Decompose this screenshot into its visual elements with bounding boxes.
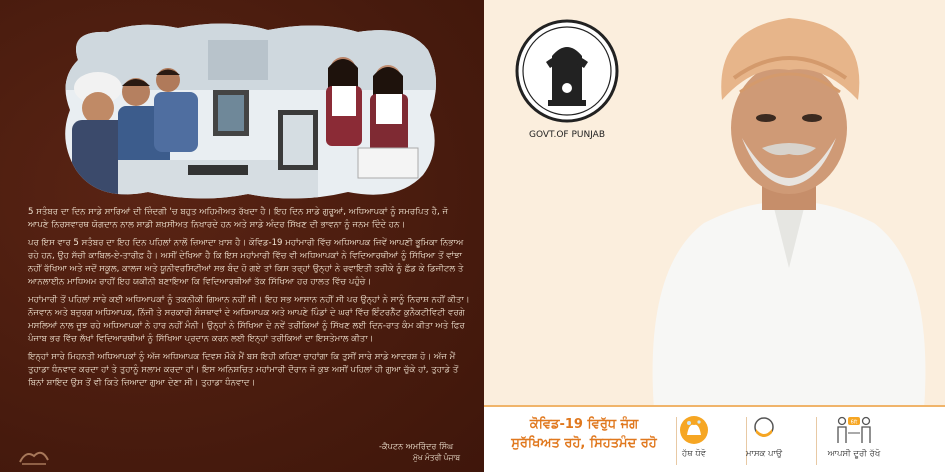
signature-role: ਮੁੱਖ ਮੰਤਰੀ ਪੰਜਾਬ: [413, 453, 460, 462]
hand-wash-icon: [679, 415, 709, 445]
social-distance-icon: [834, 415, 874, 445]
portrait-panel: [484, 0, 945, 472]
tip-label-hand-wash: ਹੱਥ ਧੋਵੋ: [682, 449, 706, 459]
message-text: [28, 206, 470, 395]
banner-title-line1: ਕੋਵਿਡ-19 ਵਿਰੁੱਧ ਜੰਗ: [529, 417, 639, 432]
message-paragraph-3: ਮਹਾਂਮਾਰੀ ਤੋਂ ਪਹਿਲਾਂ ਸਾਰੇ ਕਈ ਅਧਿਆਪਕਾਂ ਨੂੰ ਤਕਨੀਕੀ ਗਿਆਨ ਨਹੀਂ ਸੀ। ਇਹ ਸਭ ਆਸਾਨ ਨਹੀਂ ਸੀ ਪਰ ਉਨ੍ਹਾਂ ਨੇ ਸਾਨੂੰ ਨਿਰਾਸ਼ ਨਹੀਂ ਕੀਤਾ। ਨੌਜਵਾਨ ਅਤੇ ਬਜ਼ੁਰਗ ਅਧਿਆਪਕ, ਨਿੱਜੀ ਤੇ ਸਰਕਾਰੀ ਸੰਸਥਾਵਾਂ ਦੇ ਅਧਿਆਪਕ ਅਤੇ ਆਪਣੇ ਪਿੰਡਾਂ ਦੇ ਘਰਾਂ ਵਿੱਚ ਇੰਟਰਨੈੱਟ ਕੁਨੈਕਟੀਵਿਟੀ ਵਰਗੇ ਮਸਲਿਆਂ ਨਾਲ ਜੂਝ ਰਹੇ ਅਧਿਆਪਕਾਂ ਨੇ ਹਾਰ ਨਹੀਂ ਮੰਨੀ। ਉਨ੍ਹਾਂ ਨੇ ਸਿੱਖਿਆ ਦੇ ਨਵੇਂ ਤਰੀਕਿਆਂ ਨੂੰ ਸਿੱਖਣ ਲਈ ਦਿਨ-ਰਾਤ ਕੰਮ ਕੀਤਾ ਅਤੇ ਫਿਰ ਪੰਜਾਬ ਭਰ ਵਿੱਚ ਲੱਖਾਂ ਵਿਦਿਆਰਥੀਆਂ ਨੂੰ ਸਿੱਖਿਆ ਪ੍ਰਦਾਨ ਕਰਨ ਲਈ ਇਨ੍ਹਾਂ ਤਰੀਕਿਆਂ ਦਾ ਇਸਤੇਮਾਲ ਕੀਤਾ।: [28, 295, 470, 344]
chief-minister-portrait: [644, 8, 934, 410]
covid-banner: [484, 405, 945, 472]
message-paragraph-4: ਇਨ੍ਹਾਂ ਸਾਰੇ ਮਿਹਨਤੀ ਅਧਿਆਪਕਾਂ ਨੂੰ ਅੱਜ ਅਧਿਆਪਕ ਦਿਵਸ ਮੌਕੇ ਮੈਂ ਬਸ ਇਹੀ ਕਹਿਣਾ ਚਾਹਾਂਗਾ ਕਿ ਤੁਸੀਂ ਸਾਰੇ ਸਾਡੇ ਆਦਰਸ਼ ਹੋ। ਅੱਜ ਮੈਂ ਤੁਹਾਡਾ ਧੰਨਵਾਦ ਕਰਦਾ ਹਾਂ ਤੇ ਤੁਹਾਨੂੰ ਸਲਾਮ ਕਰਦਾ ਹਾਂ। ਇਸ ਅਨਿਸ਼ਚਿਤ ਮਹਾਂਮਾਰੀ ਦੌਰਾਨ ਜੋ ਕੁਝ ਅਸੀਂ ਪਹਿਲਾਂ ਹੀ ਗੁਆ ਚੁੱਕੇ ਹਾਂ, ਤੁਹਾਡੇ ਤੋਂ ਬਿਨਾਂ ਸ਼ਾਇਦ ਉਸ ਤੋਂ ਵੀ ਕਿਤੇ ਜ਼ਿਆਦਾ ਗੁਆ ਦੇਣਾ ਸੀ। ਤੁਹਾਡਾ ਧੰਨਵਾਦ।: [28, 352, 459, 388]
emblem-text: GOVT.OF PUNJAB: [528, 130, 606, 140]
decorative-logo-icon: [18, 446, 50, 466]
message-paragraph-2: ਪਰ ਇਸ ਵਾਰ 5 ਸਤੰਬਰ ਦਾ ਇਹ ਦਿਨ ਪਹਿਲਾਂ ਨਾਲੋਂ ਜ਼ਿਆਦਾ ਖ਼ਾਸ ਹੈ। ਕੋਵਿਡ-19 ਮਹਾਂਮਾਰੀ ਵਿੱਚ ਅਧਿਆਪਕ ਜਿਵੇਂ ਆਪਣੀ ਭੂਮਿਕਾ ਨਿਭਾਅ ਰਹੇ ਹਨ, ਉਹ ਸੱਚੀ ਕਾਬਿਲ-ਏ-ਤਾਰੀਫ਼ ਹੈ। ਅਸੀਂ ਦੇਖਿਆ ਹੈ ਕਿ ਇਸ ਮਹਾਂਮਾਰੀ ਵਿੱਚ ਵੀ ਅਧਿਆਪਕਾਂ ਨੇ ਵਿਦਿਆਰਥੀਆਂ ਨੂੰ ਸਿੱਖਿਆ ਤੋਂ ਵਾਂਝਾ ਨਹੀਂ ਰੱਖਿਆ ਅਤੇ ਜਦੋਂ ਸਕੂਲ, ਕਾਲਜ ਅਤੇ ਯੂਨੀਵਰਸਿਟੀਆਂ ਸਭ ਬੰਦ ਹੋ ਗਏ ਤਾਂ ਕਿਸ ਤਰ੍ਹਾਂ ਉਨ੍ਹਾਂ ਨੇ ਰਵਾਇਤੀ ਤਰੀਕੇ ਨੂੰ ਛੱਡ ਕੇ ਡਿਜੀਟਲ ਤੇ ਆਨਲਾਈਨ ਮਾਧਿਅਮ ਰਾਹੀਂ ਇਹ ਯਕੀਨੀ ਬਣਾਇਆ ਕਿ ਵਿਦਿਆਰਥੀਆਂ ਤੱਕ ਸਿੱਖਿਆ ਹਰ ਹਾਲਤ ਵਿੱਚ ਪਹੁੰਚੇ।: [28, 238, 464, 287]
tip-hand-wash: [654, 415, 734, 459]
tip-mask: [724, 415, 804, 459]
government-emblem-icon: [512, 16, 622, 142]
tip-label-mask: ਮਾਸਕ ਪਾਉ: [745, 449, 783, 459]
signature: [379, 440, 460, 464]
distance-label: 6ft: [850, 419, 858, 426]
message-paragraph-1: 5 ਸਤੰਬਰ ਦਾ ਦਿਨ ਸਾਡੇ ਸਾਰਿਆਂ ਦੀ ਜ਼ਿੰਦਗੀ 'ਚ ਬਹੁਤ ਅਹਿਮੀਅਤ ਰੱਖਦਾ ਹੈ। ਇਹ ਦਿਨ ਸਾਡੇ ਗੁਰੂਆਂ, ਅਧਿਆਪਕਾਂ ਨੂੰ ਸਮਰਪਿਤ ਹੈ, ਜੋ ਆਪਣੇ ਨਿਰਸਵਾਰਥ ਯੋਗਦਾਨ ਨਾਲ ਸਾਡੀ ਸ਼ਖ਼ਸੀਅਤ ਨਿਖਾਰਦੇ ਹਨ ਅਤੇ ਸਾਡੇ ਅੰਦਰ ਸਿੱਖਣ ਦੀ ਭਾਵਨਾ ਨੂੰ ਜਨਮ ਦਿੰਦੇ ਹਨ।: [28, 207, 449, 230]
signature-name: -ਕੈਪਟਨ ਅਮਰਿੰਦਰ ਸਿੰਘ: [379, 441, 454, 451]
mask-icon: [749, 415, 779, 445]
tip-social-distance: [804, 415, 904, 459]
tip-label-social-distance: ਆਪਸੀ ਦੂਰੀ ਰੱਖੋ: [827, 449, 881, 459]
classroom-photo: [58, 20, 440, 200]
banner-title-line2: ਸੁਰੱਖਿਅਤ ਰਹੋ, ਸਿਹਤਮੰਦ ਰਹੋ: [511, 436, 657, 451]
banner-title: [504, 417, 664, 451]
